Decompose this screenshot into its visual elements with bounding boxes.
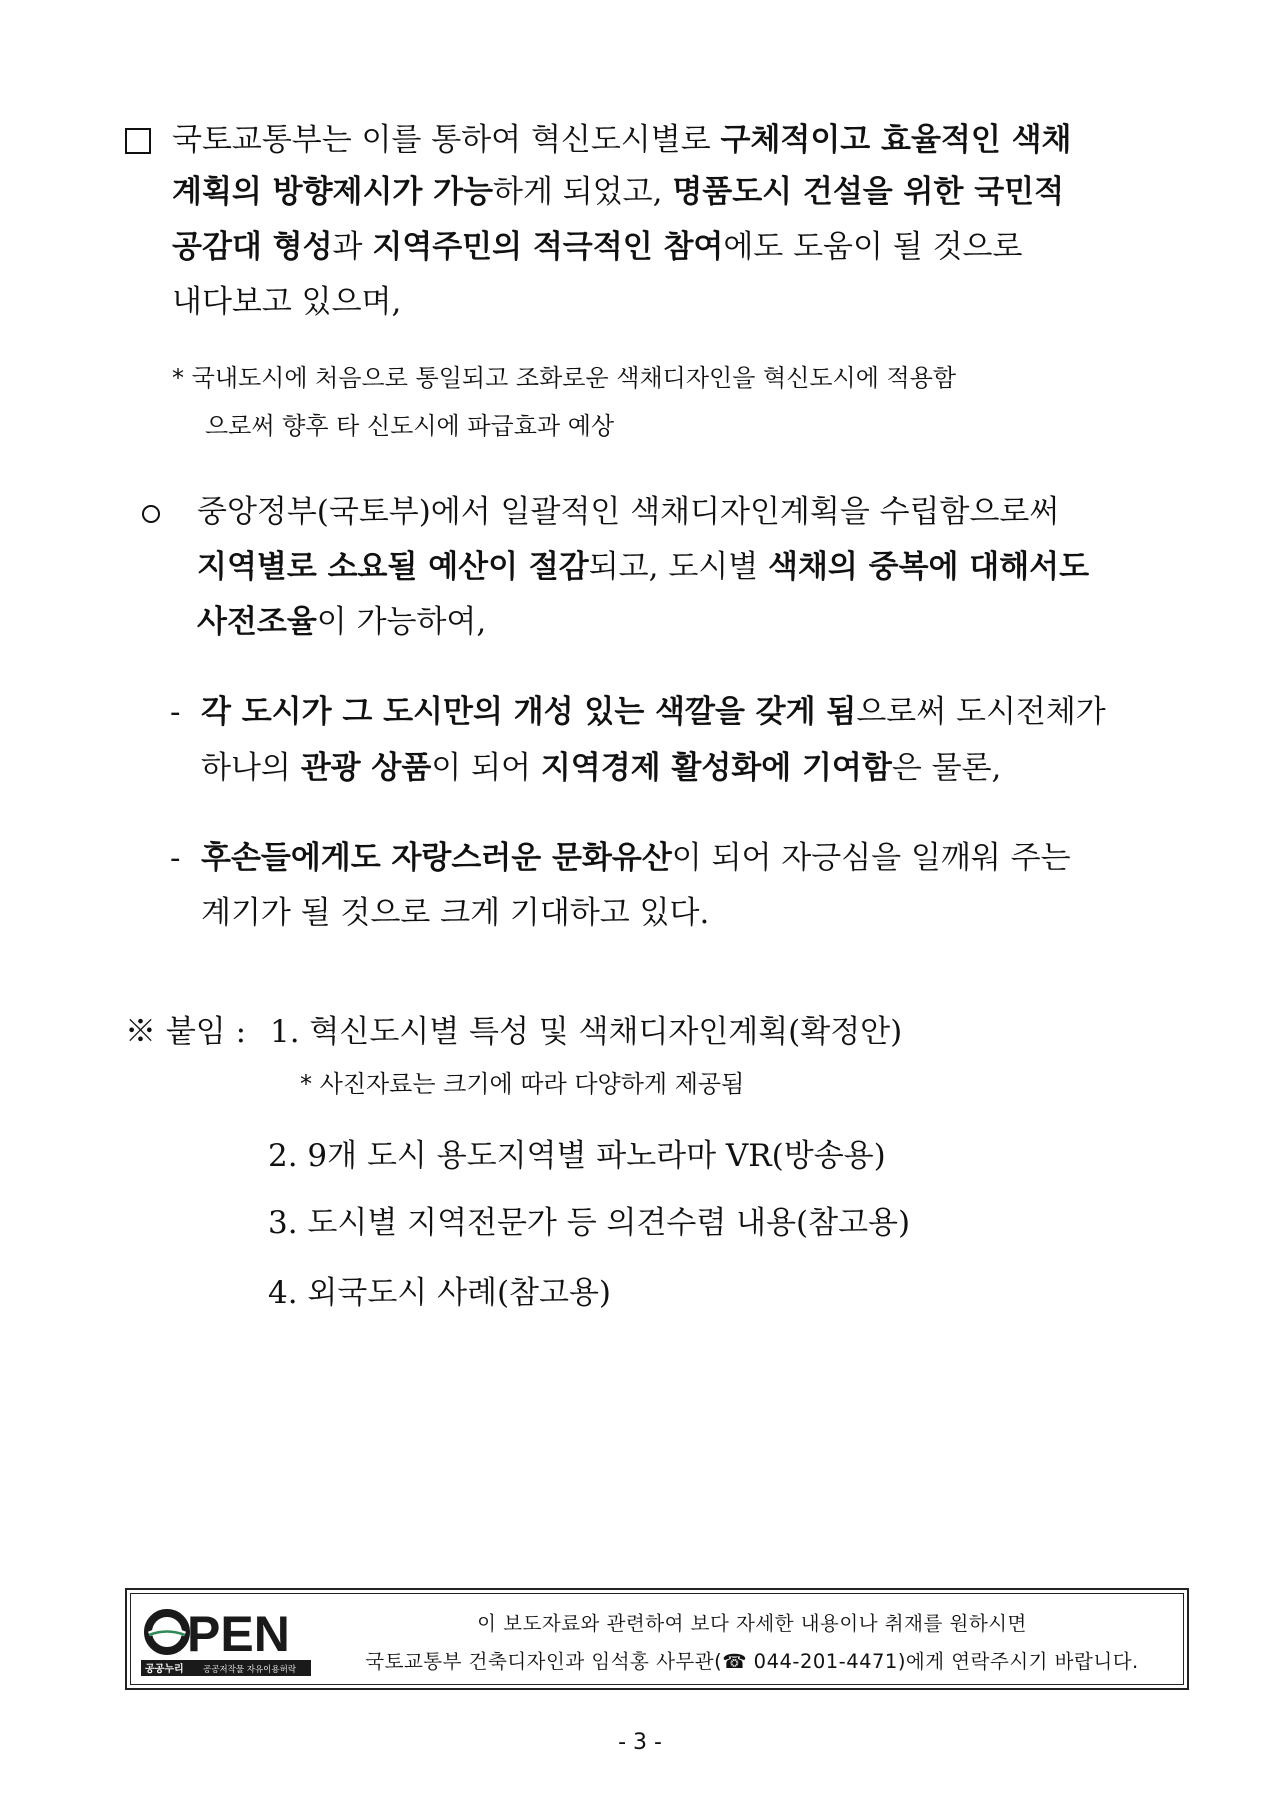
text-segment: 공감대 형성 (172, 229, 333, 265)
dash1-marker: - (170, 694, 181, 730)
attachments-label: ※ 붙임 : (125, 1014, 247, 1050)
logo-caption-2: 공공저작물 자유이용허락 (203, 1665, 297, 1675)
section1-line-4 (172, 282, 401, 322)
text-segment: 계기가 될 것으로 크게 기대하고 있다. (201, 895, 710, 931)
dash2-marker: - (170, 840, 181, 876)
logo-caption-1: 공공누리 (145, 1664, 184, 1675)
page-number: - 3 - (618, 1730, 662, 1755)
text-segment: 지역주민의 적극적인 참여 (372, 229, 724, 265)
text-segment: 이 가능하여, (316, 604, 487, 640)
attachment-item-1: 1. 혁신도시별 특성 및 색채디자인계획(확정안) (270, 1014, 903, 1050)
text-segment: 하나의 (201, 750, 301, 786)
section1-line-3 (172, 227, 1022, 267)
section2-line-3 (197, 602, 486, 642)
text-segment: 후손들에게도 자랑스러운 문화유산 (201, 840, 672, 876)
attachment-item-3: 3. 도시별 지역전문가 등 의견수렴 내용(참고용) (268, 1205, 911, 1241)
text-segment: 으로써 도시전체가 (856, 694, 1106, 730)
text-segment: 명품도시 건설을 위한 국민적 (672, 174, 1065, 210)
text-segment: 이 되어 (431, 750, 541, 786)
text-segment: 사전조율 (197, 604, 317, 640)
attachment-item-4: 4. 외국도시 사례(참고용) (268, 1275, 611, 1311)
section1-line-1 (172, 120, 1072, 160)
text-segment: 지역별로 소요될 예산이 절감 (197, 549, 589, 585)
section2-line-2 (197, 547, 1089, 587)
dash2-line-1 (201, 838, 1071, 878)
text-segment: 계획의 방향제시가 가능 (172, 174, 494, 210)
dash1-line-2 (201, 748, 1001, 788)
attachment-item-1-note: * 사진자료는 크기에 따라 다양하게 제공됨 (300, 1070, 745, 1098)
circle-bullet-icon (142, 505, 160, 523)
kogl-open-logo (141, 1604, 311, 1678)
contact-info-box (125, 1588, 1189, 1690)
text-segment: 중앙정부(국토부)에서 일괄적인 색채디자인계획을 수립함으로써 (197, 494, 1060, 530)
text-segment: 하게 되었고, (493, 174, 673, 210)
note1-line-1: * 국내도시에 처음으로 통일되고 조화로운 색채디자인을 혁신도시에 적용함 (172, 364, 957, 392)
text-segment: 지역경제 활성화에 기여함 (540, 750, 892, 786)
text-segment: 이 되어 자긍심을 일깨워 주는 (671, 840, 1071, 876)
logo-wordmark: PEN (187, 1606, 290, 1662)
attachment-item-2: 2. 9개 도시 용도지역별 파노라마 VR(방송용) (268, 1138, 886, 1174)
section1-line-2 (172, 172, 1064, 212)
contact-line-1: 이 보도자료와 관련하여 보다 자세한 내용이나 취재를 원하시면 (477, 1612, 1027, 1635)
text-segment: 국토교통부는 이를 통하여 혁신도시별로 (172, 122, 721, 158)
note1-line-2: 으로써 향후 타 신도시에 파급효과 예상 (205, 412, 615, 440)
text-segment: 되고, 도시별 (588, 549, 769, 585)
text-segment: 은 물론, (891, 750, 1002, 786)
dash2-line-2 (201, 893, 709, 933)
text-segment: 관광 상품 (300, 750, 432, 786)
text-segment: 구체적이고 효율적인 색채 (720, 122, 1072, 158)
contact-line-2: 국토교통부 건축디자인과 임석홍 사무관(☎ 044-201-4471)에게 연락주시기 바랍니다. (365, 1650, 1139, 1673)
text-segment: 색채의 중복에 대해서도 (768, 549, 1090, 585)
text-segment: 내다보고 있으며, (172, 284, 402, 320)
text-segment: 과 (332, 229, 373, 265)
dash1-line-1 (201, 692, 1106, 732)
text-segment: 각 도시가 그 도시만의 개성 있는 색깔을 갖게 됨 (201, 694, 857, 730)
open-logo-icon (141, 1604, 311, 1678)
square-bullet-icon (125, 128, 151, 154)
text-segment: 에도 도움이 될 것으로 (723, 229, 1023, 265)
section2-line-1 (197, 492, 1059, 532)
